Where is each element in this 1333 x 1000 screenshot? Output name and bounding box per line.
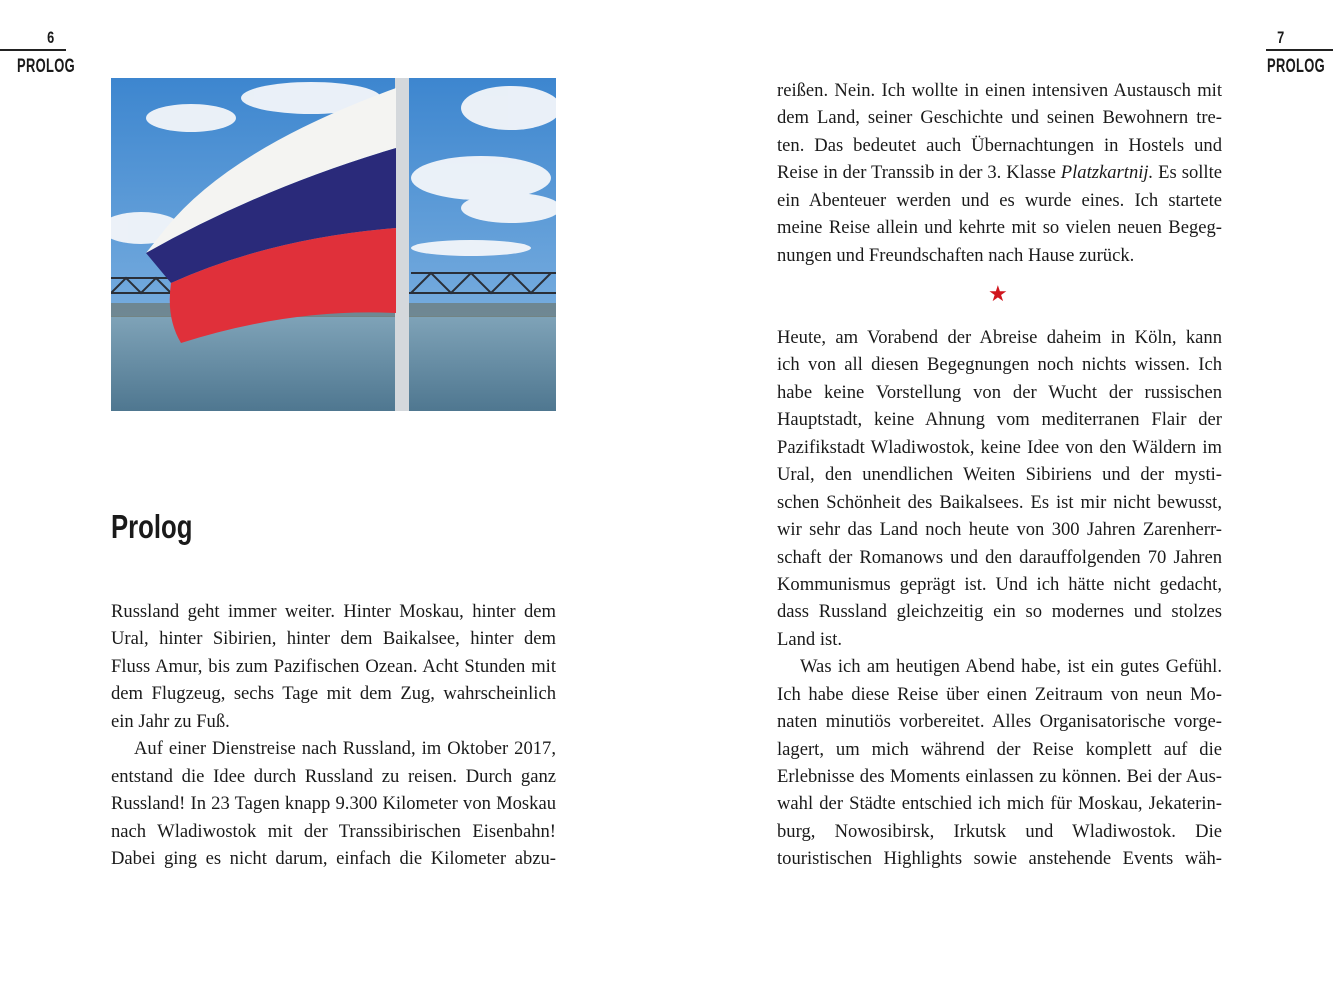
text-line: Reise in der Transsib in der 3. Klasse Platzkartnij. Es sollte: [777, 162, 1222, 184]
text-line: habe keine Vorstellung von der Wucht der russischen: [777, 381, 1222, 403]
text-line: dass Russland gleichzeitig ein so modernes und stolzes: [777, 601, 1222, 623]
right-page-body-bottom: [777, 324, 1222, 873]
text-line: Erlebnisse des Moments einlassen zu können. Bei der Aus-: [777, 766, 1222, 787]
text-line: Dabei ging es nicht darum, einfach die Kilometer abzu-: [111, 847, 556, 869]
text-line: ein Abenteuer werden und es wurde eines. Ich startete: [777, 189, 1222, 211]
text-line: Kommunismus geprägt ist. Und ich hätte nicht gedacht,: [777, 573, 1222, 595]
text-line: nungen und Freundschaften nach Hause zurück.: [777, 244, 1135, 266]
paragraph: [111, 598, 556, 735]
page-number: 7: [1277, 28, 1285, 47]
text-line: Was ich am heutigen Abend habe, ist ein gutes Gefühl.: [800, 656, 1222, 678]
text-line: Ural, hinter Sibirien, hinter dem Baikalsee, hinter dem: [111, 628, 556, 650]
left-page-body: [111, 598, 556, 872]
italic-term: Platzkartnij.: [1060, 162, 1154, 184]
text-line: reißen. Nein. Ich wollte in einen intensiven Austausch mit: [777, 80, 1222, 101]
text-line: Pazifikstadt Wladiwostok, keine Idee von den Wäldern im: [777, 436, 1222, 458]
paragraph: [777, 324, 1222, 653]
text-line: nach Wladiwostok mit der Transsibirischen Eisenbahn!: [111, 820, 556, 842]
text-line: Land ist.: [777, 628, 843, 650]
text-line: Hauptstadt, keine Ahnung vom mediterranen Flair der: [777, 409, 1222, 431]
text-line: entstand die Idee durch Russland zu reisen. Durch ganz: [111, 765, 556, 787]
text-line: naten minutiös vorbereitet. Alles Organisatorische vorge-: [777, 711, 1222, 733]
text-line: ich von all diesen Begegnungen noch nichts wissen. Ich: [777, 354, 1222, 376]
text-line: dem Land, seiner Geschichte und seinen Bewohnern tre-: [777, 107, 1222, 129]
paragraph: [111, 735, 556, 872]
text-line: ten. Das bedeutet auch Übernachtungen in Hostels und: [777, 134, 1222, 156]
text-line: Auf einer Dienstreise nach Russland, im Oktober 2017,: [134, 738, 556, 760]
running-head-title: PROLOG: [1267, 56, 1326, 77]
text-line: Russland! In 23 Tagen knapp 9.300 Kilometer von Moskau: [111, 793, 556, 815]
section-break-star: ★: [988, 282, 1008, 307]
text-line: burg, Nowosibirsk, Irkutsk und Wladiwostok. Die: [777, 820, 1222, 842]
header-rule: [1266, 49, 1333, 51]
text-line: Russland geht immer weiter. Hinter Moskau, hinter dem: [111, 601, 556, 622]
text-line: wir sehr das Land noch heute von 300 Jahren Zarenherr-: [777, 519, 1222, 541]
header-rule: [0, 49, 66, 51]
paragraph: [777, 653, 1222, 873]
text-line: Heute, am Vorabend der Abreise daheim in Köln, kann: [777, 327, 1222, 348]
text-line: schen Schönheit des Baikalsees. Es ist mir nicht bewusst,: [777, 491, 1222, 513]
russian-flag-photo: [111, 78, 556, 411]
running-head-title: PROLOG: [17, 56, 76, 77]
text-line: Ural, den unendlichen Weiten Sibiriens und der mysti-: [777, 464, 1222, 486]
right-page-body-top: [777, 77, 1222, 269]
text-line: touristischen Highlights sowie anstehende Events wäh-: [777, 848, 1222, 870]
text-line: meine Reise allein und kehrte mit so vielen neuen Begeg-: [777, 217, 1222, 239]
chapter-title: Prolog: [111, 508, 193, 545]
text-line: ein Jahr zu Fuß.: [111, 710, 230, 732]
text-line: Ich habe diese Reise über einen Zeitraum von neun Mo-: [777, 683, 1222, 705]
page-number: 6: [47, 28, 55, 47]
paragraph: [777, 77, 1222, 269]
text-line: lagert, um mich während der Reise komplett auf die: [777, 738, 1222, 760]
text-line: dem Flugzeug, sechs Tage mit dem Zug, wahrscheinlich: [111, 683, 556, 705]
text-line: schaft der Romanows und den darauffolgenden 70 Jahren: [777, 546, 1222, 568]
text-line: Fluss Amur, bis zum Pazifischen Ozean. Acht Stunden mit: [111, 655, 556, 677]
text-line: wahl der Städte entschied ich mich für Moskau, Jekaterin-: [777, 793, 1222, 815]
